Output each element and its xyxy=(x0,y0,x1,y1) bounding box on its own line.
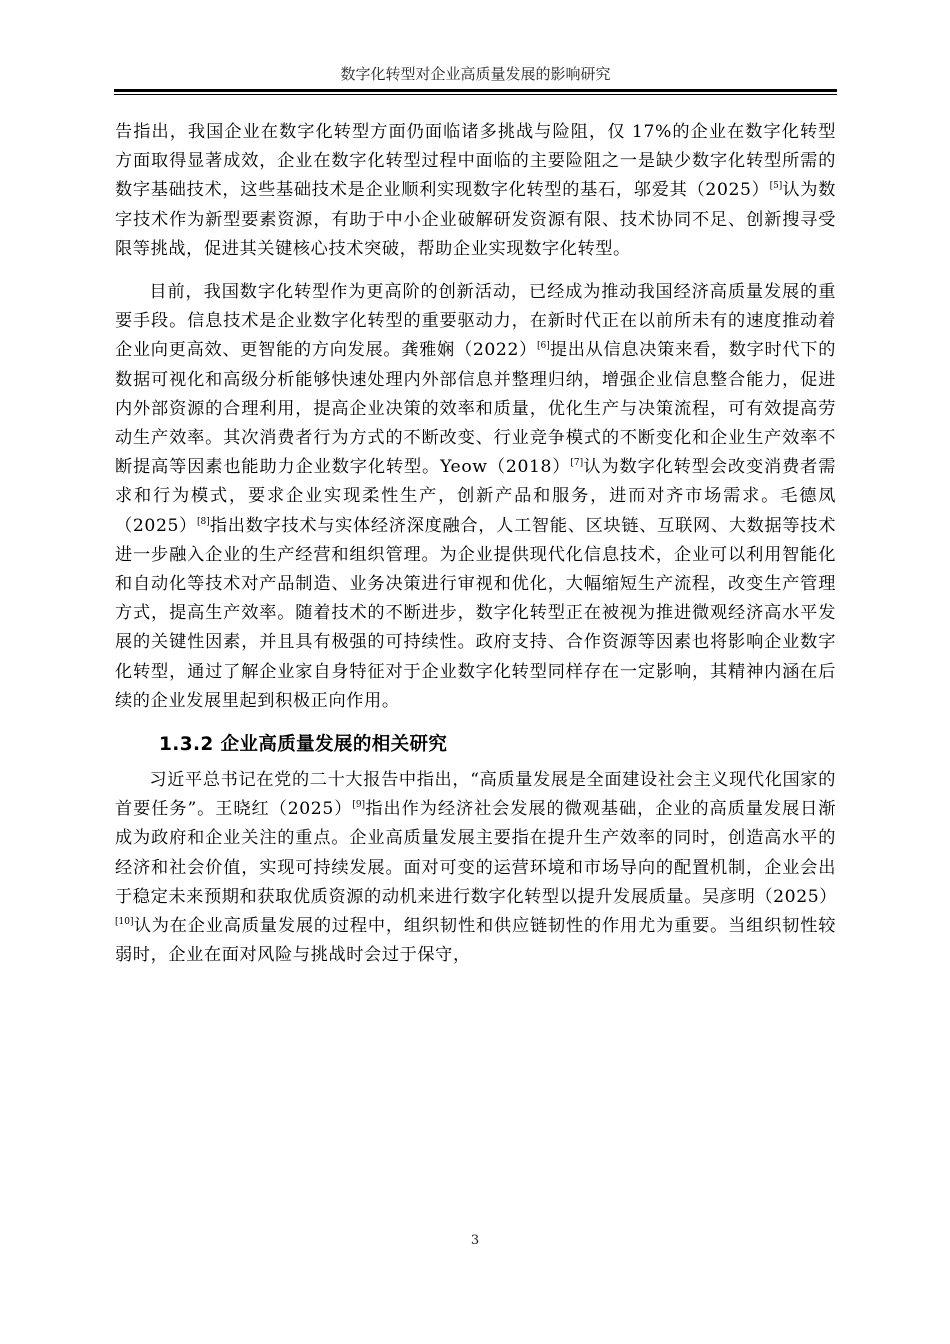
paragraph-text: 认为数字技术作为新型要素资源，有助于中小企业破解研发资源有限、技术协同不足、创新搜寻受限等挑战，促进其关键核心技术突破，帮助企业实现数字化转型。 xyxy=(115,180,836,259)
paragraph-text: 认为在企业高质量发展的过程中，组织韧性和供应链韧性的作用尤为重要。当组织韧性较弱时，企业在面对风险与挑战时会过于保守， xyxy=(115,916,836,966)
citation-ref: [6] xyxy=(536,341,550,352)
paragraph-1 xyxy=(115,118,836,264)
citation-ref: [7] xyxy=(570,458,584,469)
section-heading: 1.3.2 企业高质量发展的相关研究 xyxy=(159,734,448,756)
paragraph-text: 目前，我国数字化转型作为更高阶的创新活动，已经成为推动我国经济高质量发展的重要手段。信息技术是企业数字化转型的重要驱动力，在新时代正在以前所未有的速度推动着企业向更高效、更智能的方向发展。龚雅娴（2022） xyxy=(115,282,836,361)
citation-ref: [10] xyxy=(115,917,134,928)
paragraph-text: 告指出，我国企业在数字化转型方面仍面临诸多挑战与险阻，仅 17%的企业在数字化转型方面取得显著成效，企业在数字化转型过程中面临的主要险阻之一是缺少数字化转型所需的数字基础技术，这些基础技术是企业顺利实现数字化转型的基石，邬爱其（2025） xyxy=(115,122,836,201)
paragraph-3 xyxy=(115,766,836,970)
citation-ref: [8] xyxy=(197,516,210,527)
body-text xyxy=(115,118,836,970)
running-header: 数字化转型对企业高质量发展的影响研究 xyxy=(340,65,611,83)
header-rule-thick xyxy=(114,89,837,92)
paragraph-text: 指出作为经济社会发展的微观基础，企业的高质量发展日渐成为政府和企业关注的重点。企业高质量发展主要指在提升生产效率的同时，创造高水平的经济和社会价值，实现可持续发展。面对可变的运营环境和市场导向的配置机制，企业会出于稳定未来预期和获取优质资源的动机来进行数字化转型以提升发展质量。吴彦明（2025） xyxy=(115,799,838,907)
paragraph-text: 提出从信息决策来看，数字时代下的数据可视化和高级分析能够快速处理内外部信息并整理归纳，增强企业信息整合能力，促进内外部资源的合理利用，提高企业决策的效率和质量，优化生产与决策流程，可有效提高劳动生产效率。其次消费者行为方式的不断改变、行业竞争模式的不断变化和企业生产效率不断提高等因素也能助力企业数字化转型。Yeow（2018） xyxy=(115,340,836,478)
paragraph-text: 习近平总书记在党的二十大报告中指出，“高质量发展是全面建设社会主义现代化国家的首要任务”。王晓红（2025） xyxy=(115,770,836,820)
paragraph-text: 指出数字技术与实体经济深度融合，人工智能、区块链、互联网、大数据等技术进一步融入企业的生产经营和组织管理。为企业提供现代化信息技术，企业可以利用智能化和自动化等技术对产品制造、业务决策进行审视和优化，大幅缩短生产流程，改变生产管理方式，提高生产效率。随着技术的不断进步，数字化转型正在被视为推进微观经济高水平发展的关键性因素，并且具有极强的可持续性。政府支持、合作资源等因素也将影响企业数字化转型，通过了解企业家自身特征对于企业数字化转型同样存在一定影响，其精神内涵在后续的企业发展里起到积极正向作用。 xyxy=(115,515,836,711)
page-number: 3 xyxy=(470,1233,480,1248)
citation-ref: [9] xyxy=(352,800,366,811)
citation-ref: [5] xyxy=(769,181,783,192)
header-rule-thin xyxy=(114,94,837,95)
paragraph-text: 认为数字化转型会改变消费者需求和行为模式，要求企业实现柔性生产，创新产品和服务，进而对齐市场需求。毛德凤（2025） xyxy=(115,457,836,536)
paragraph-2 xyxy=(115,278,836,716)
